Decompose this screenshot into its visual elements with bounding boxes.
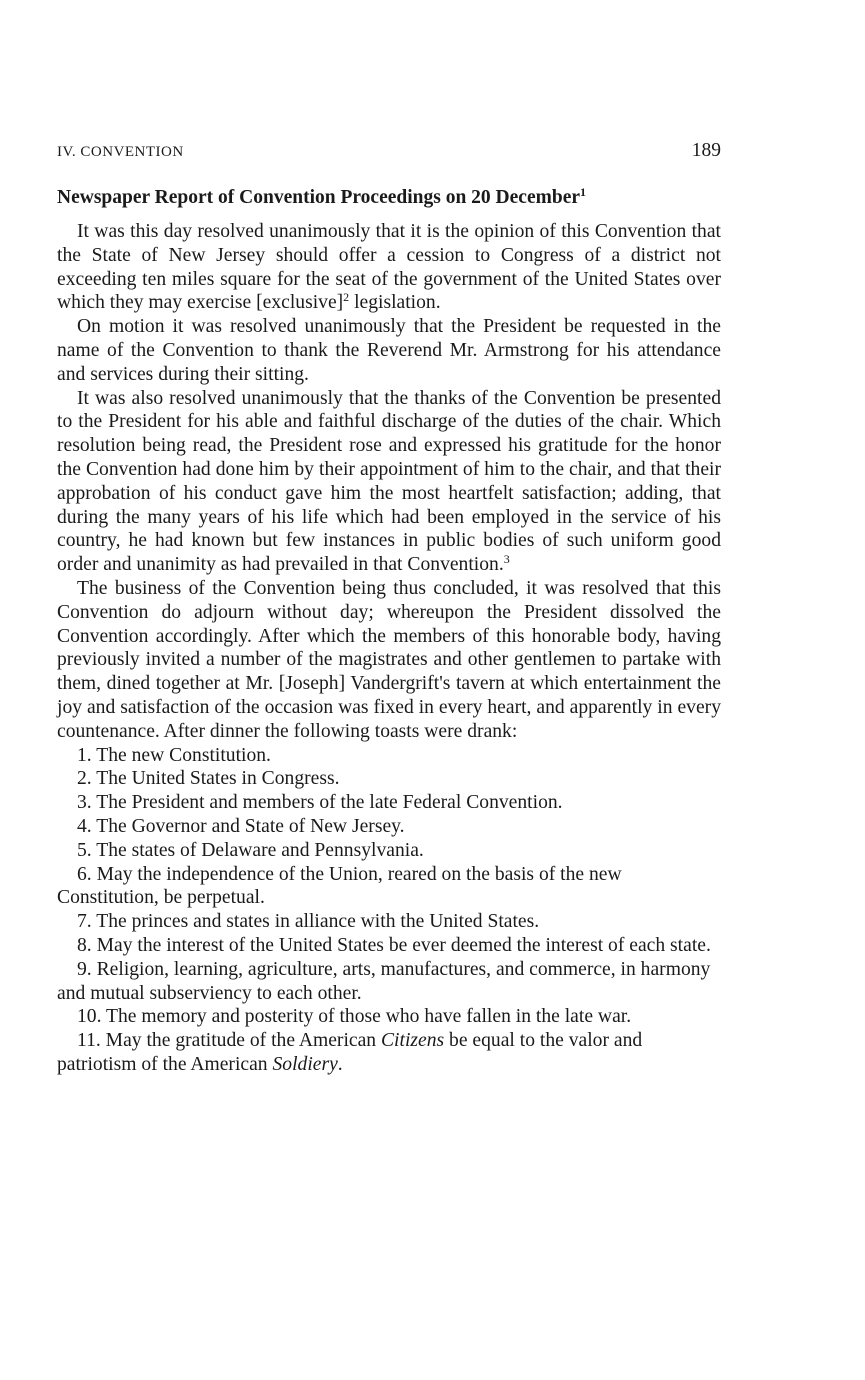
toast-text: The princes and states in alliance with the United States. — [96, 911, 540, 933]
page — [57, 140, 721, 1077]
toast-item — [57, 934, 721, 958]
chapter-heading: IV. CONVENTION — [57, 144, 184, 160]
toast-text: The states of Delaware and Pennsylvania. — [96, 839, 424, 861]
toast-number: 11. — [77, 1030, 101, 1052]
toast-item — [57, 958, 721, 1006]
toast-item — [57, 767, 721, 791]
toast-text: The Governor and State of New Jersey. — [96, 815, 405, 837]
toast-item — [57, 791, 721, 815]
toast-item — [57, 744, 721, 768]
toast-item — [57, 815, 721, 839]
toast-number: 9. — [77, 958, 92, 980]
toast-text: May the independence of the Union, reared on the basis of the new Constitution, be perpetual. — [57, 863, 622, 909]
paragraph-text: It was this day resolved unanimously that it is the opinion of this Convention that the State of New Jersey should offer a cession to Congress of a district not exceeding ten miles square for the seat of the government of the United States over which they may exercise [exclusive] — [57, 221, 721, 314]
toast-number: 2. — [77, 768, 92, 790]
footnote-marker: 3 — [503, 552, 510, 567]
toast-text: The United States in Congress. — [96, 768, 340, 790]
paragraph-text: It was also resolved unanimously that the thanks of the Convention be presented to the President for his able and faithful discharge of the duties of the chair. Which resolution being read, the President rose and expressed his gratitude for the honor the Convention had done him by their appointment of him to the chair, and that their approbation of his conduct gave him the most heartfelt satisfaction; adding, that during the many years of his life which had been employed in the service of his country, he had known but few instances in public bodies of such uniform good order and unanimity as had prevailed in that Convention. — [57, 387, 721, 576]
toast-number: 7. — [77, 911, 92, 933]
toast-number: 4. — [77, 815, 92, 837]
toast-item — [57, 863, 721, 911]
page-number: 189 — [691, 140, 721, 161]
document-title-text: Newspaper Report of Convention Proceedings on 20 December — [57, 187, 581, 208]
toast-text-italic: Soldiery — [272, 1053, 338, 1075]
toast-text: May the interest of the United States be ever deemed the interest of each state. — [96, 934, 711, 956]
toast-list — [57, 744, 721, 1077]
document-title — [57, 186, 721, 210]
toast-text: Religion, learning, agriculture, arts, manufactures, and commerce, in harmony and mutual subserviency to each other. — [57, 958, 711, 1004]
footnote-marker: 1 — [580, 185, 587, 199]
paragraph — [57, 220, 721, 315]
paragraph: The business of the Convention being thus concluded, it was resolved that this Convention do adjourn without day; whereupon the President dissolved the Convention accordingly. After which the members of this honorable body, having previously invited a number of the magistrates and other gentlemen to partake with them, dined together at Mr. [Joseph] Vandergrift's tavern at which entertainment the joy and satisfaction of the occasion was fixed in every heart, and apparently in every countenance. After dinner the following toasts were drank: — [57, 577, 721, 742]
toast-number: 3. — [77, 792, 92, 814]
toast-number: 10. — [77, 1006, 102, 1028]
toast-item — [57, 1029, 721, 1077]
toast-text-italic: Citizens — [380, 1030, 445, 1052]
toast-number: 6. — [77, 863, 92, 885]
running-head — [57, 140, 721, 168]
toast-text: The President and members of the late Federal Convention. — [96, 792, 563, 814]
paragraph-text: legislation. — [349, 292, 441, 314]
toast-number: 8. — [77, 934, 92, 956]
toast-item — [57, 839, 721, 863]
toast-number: 1. — [77, 744, 92, 766]
toast-text: The memory and posterity of those who have fallen in the late war. — [106, 1006, 632, 1028]
toast-text: be equal to the valor and patriotism of the American — [57, 1030, 643, 1075]
toast-item — [57, 1005, 721, 1029]
paragraph: On motion it was resolved unanimously that the President be requested in the name of the Convention to thank the Reverend Mr. Armstrong for his attendance and services during their sitting. — [57, 316, 721, 385]
toast-text: The new Constitution. — [96, 744, 271, 766]
toast-item — [57, 910, 721, 934]
footnote-marker: 2 — [343, 290, 350, 305]
toast-text: . — [337, 1053, 343, 1075]
paragraph — [57, 387, 721, 577]
toast-number: 5. — [77, 839, 92, 861]
toast-text: May the gratitude of the American — [105, 1030, 381, 1052]
